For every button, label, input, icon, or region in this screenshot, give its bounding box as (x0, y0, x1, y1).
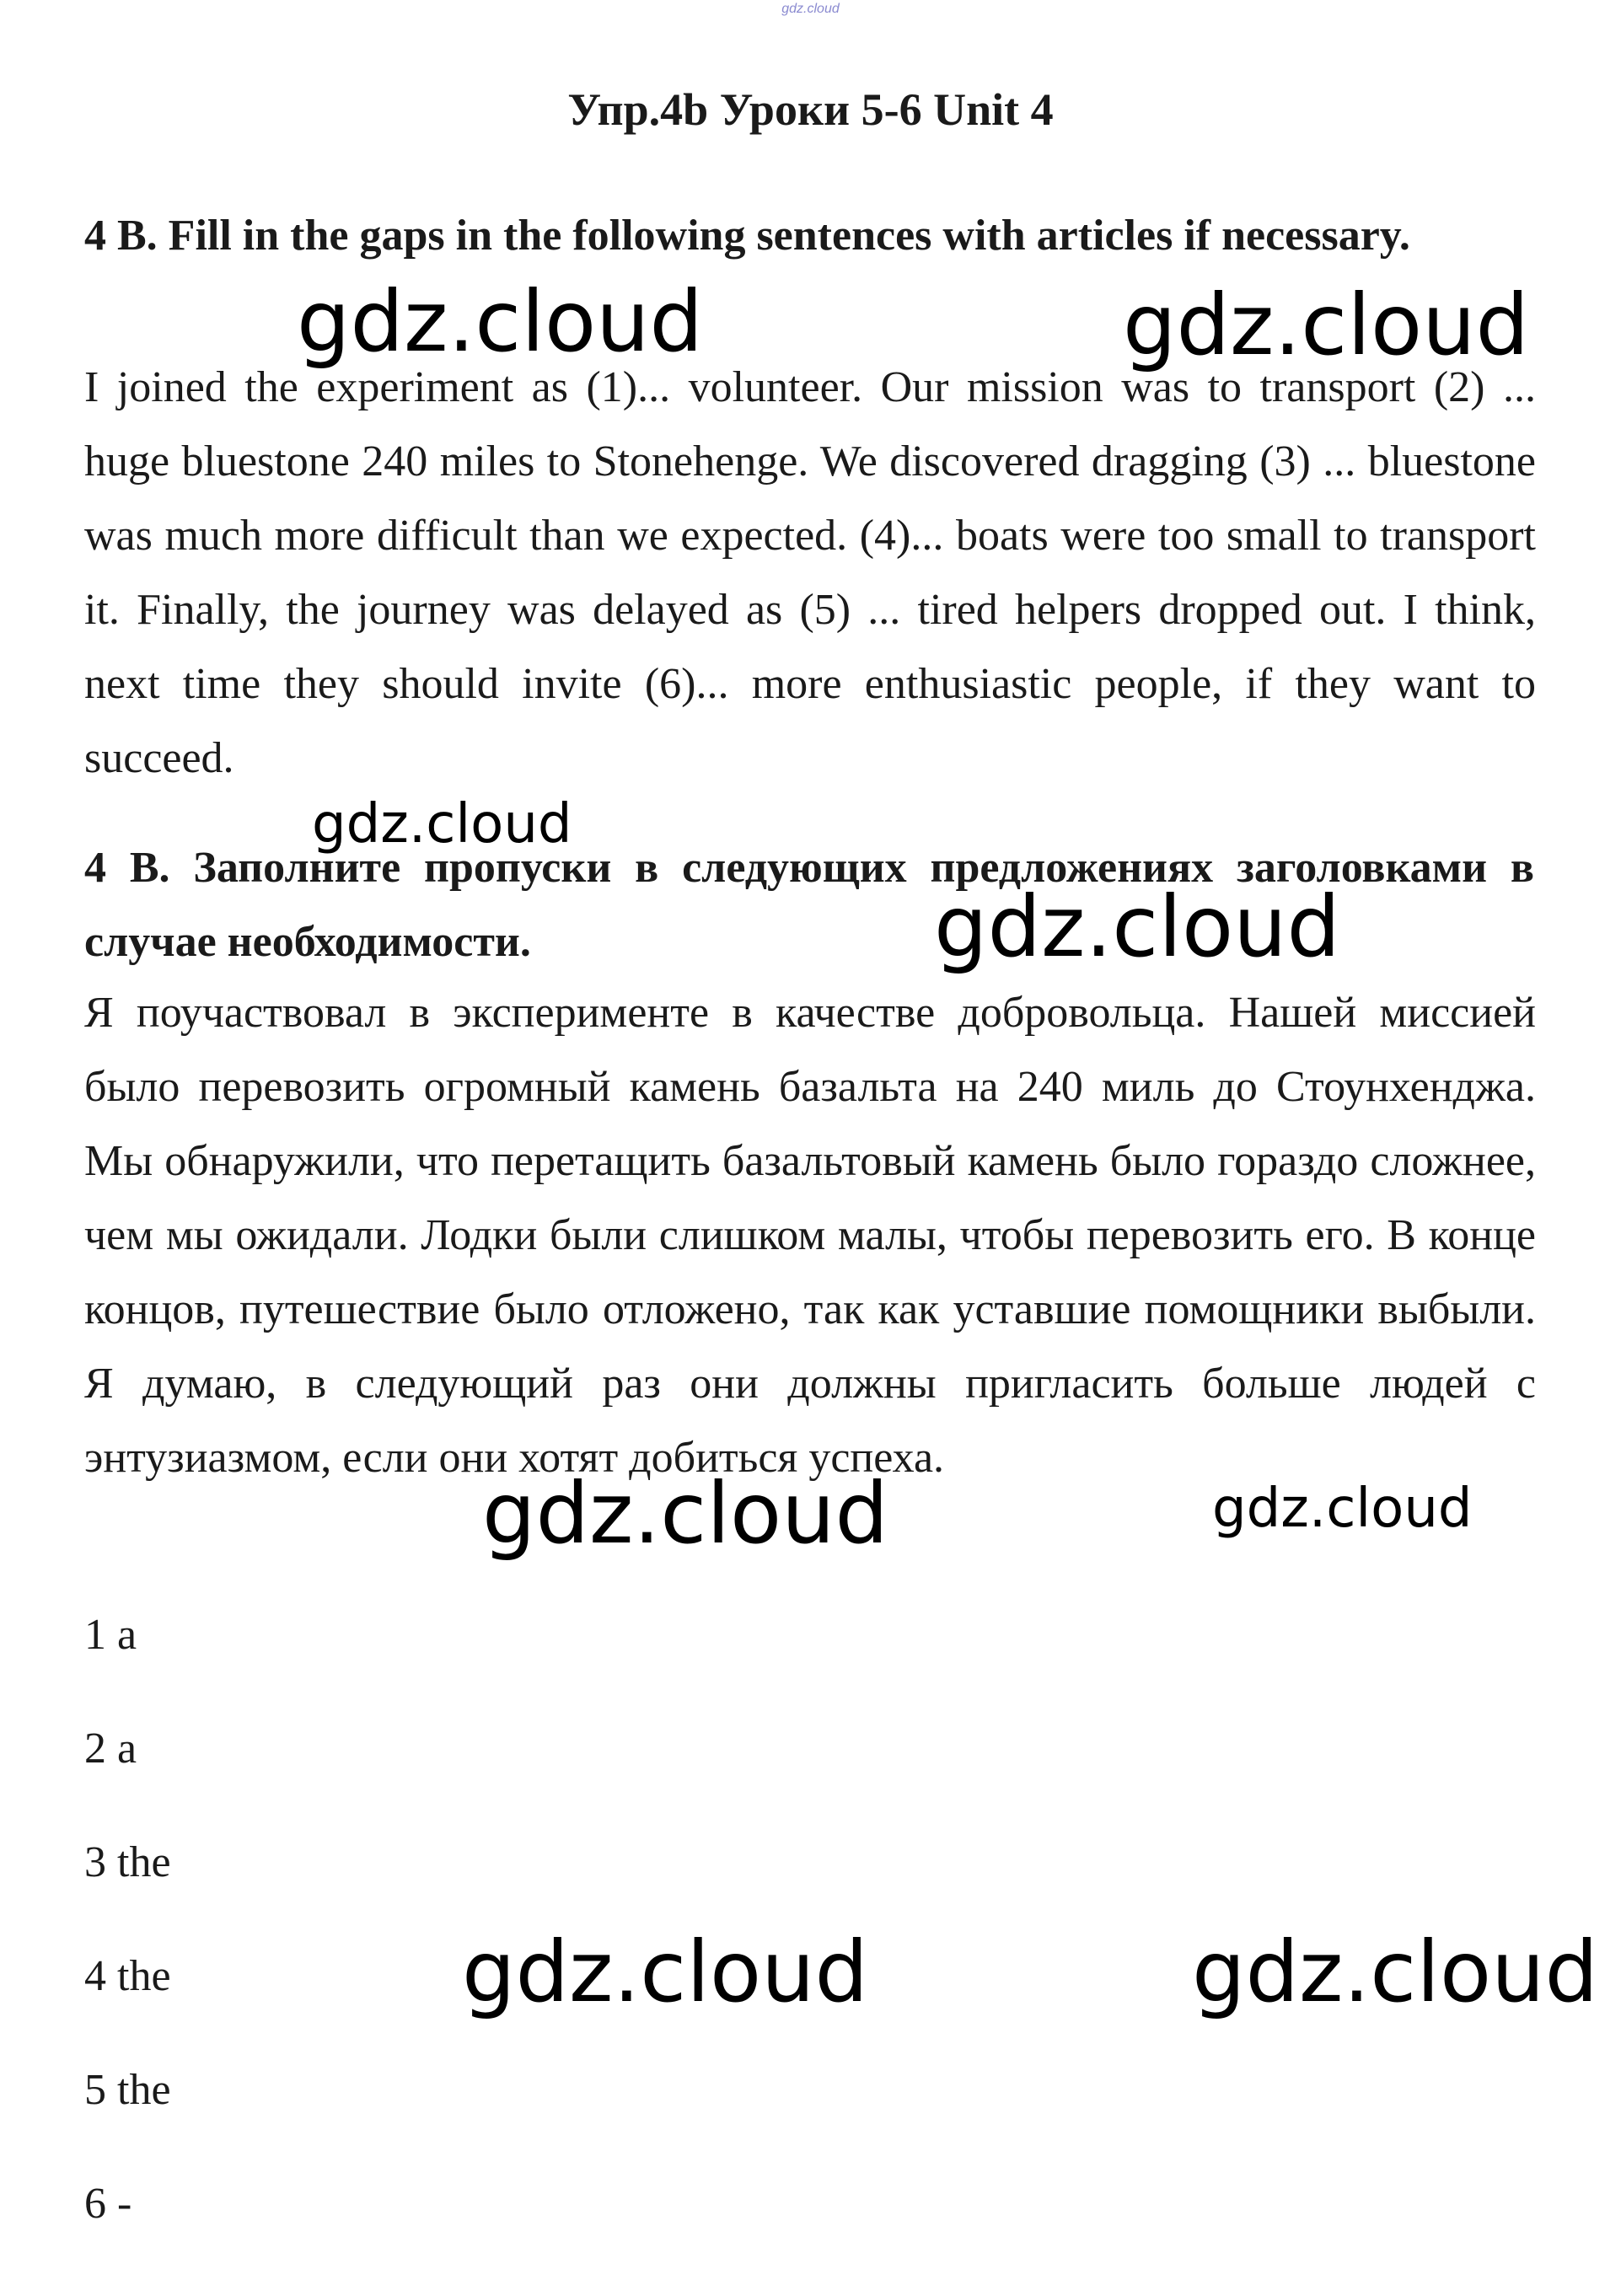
answer-item: 5 the (84, 2066, 171, 2114)
watermark: gdz.cloud (462, 1923, 869, 2021)
watermark: gdz.cloud (934, 877, 1341, 976)
watermark: gdz.cloud (482, 1464, 889, 1563)
answer-item: 1 a (84, 1611, 137, 1659)
english-task-heading: 4 B. Fill in the gaps in the following sentences with articles if necessary. (84, 212, 1410, 260)
page-title: Упр.4b Уроки 5-6 Unit 4 (567, 84, 1054, 135)
answer-item: 2 a (84, 1725, 137, 1773)
answer-item: 4 the (84, 1952, 171, 2000)
header-watermark: gdz.cloud (781, 2, 840, 16)
watermark: gdz.cloud (312, 793, 572, 856)
watermark: gdz.cloud (1123, 276, 1530, 374)
english-task-text: I joined the experiment as (1)... volunteer. Our mission was to transport (2) ... huge bluestone 240 miles to Stonehenge. We discovered dragging (3) ... bluestone was much more difficult than we expected. (4)... boats were too small to transport it. Finally, the journey was delayed as (5) ... tired helpers dropped out. I think, next time they should invite (6)... more enthusiastic people, if they want to succeed. (84, 363, 1536, 782)
answer-item: 6 - (84, 2180, 132, 2228)
watermark: gdz.cloud (1212, 1478, 1473, 1540)
watermark: gdz.cloud (1192, 1923, 1599, 2021)
russian-task-text: Я поучаствовал в эксперименте в качестве добровольца. Нашей миссией было перевозить огромный камень базальта на 240 миль до Стоунхенджа. Мы обнаружили, что перетащить базальтовый камень было гораздо сложнее, чем мы ожидали. Лодки были слишком малы, чтобы перевозить его. В конце концов, путешествие было отложено, так как уставшие помощники выбыли. Я думаю, в следующий раз они должны пригласить больше людей с энтузиазмом, если они хотят добиться успеха. (84, 989, 1536, 1482)
watermark: gdz.cloud (297, 272, 704, 371)
answer-item: 3 the (84, 1838, 171, 1886)
russian-task-heading: 4 B. Заполните пропуски в следующих предложениях заголовками в случае необходимости. (84, 844, 1534, 966)
answer-list (84, 1610, 171, 2293)
